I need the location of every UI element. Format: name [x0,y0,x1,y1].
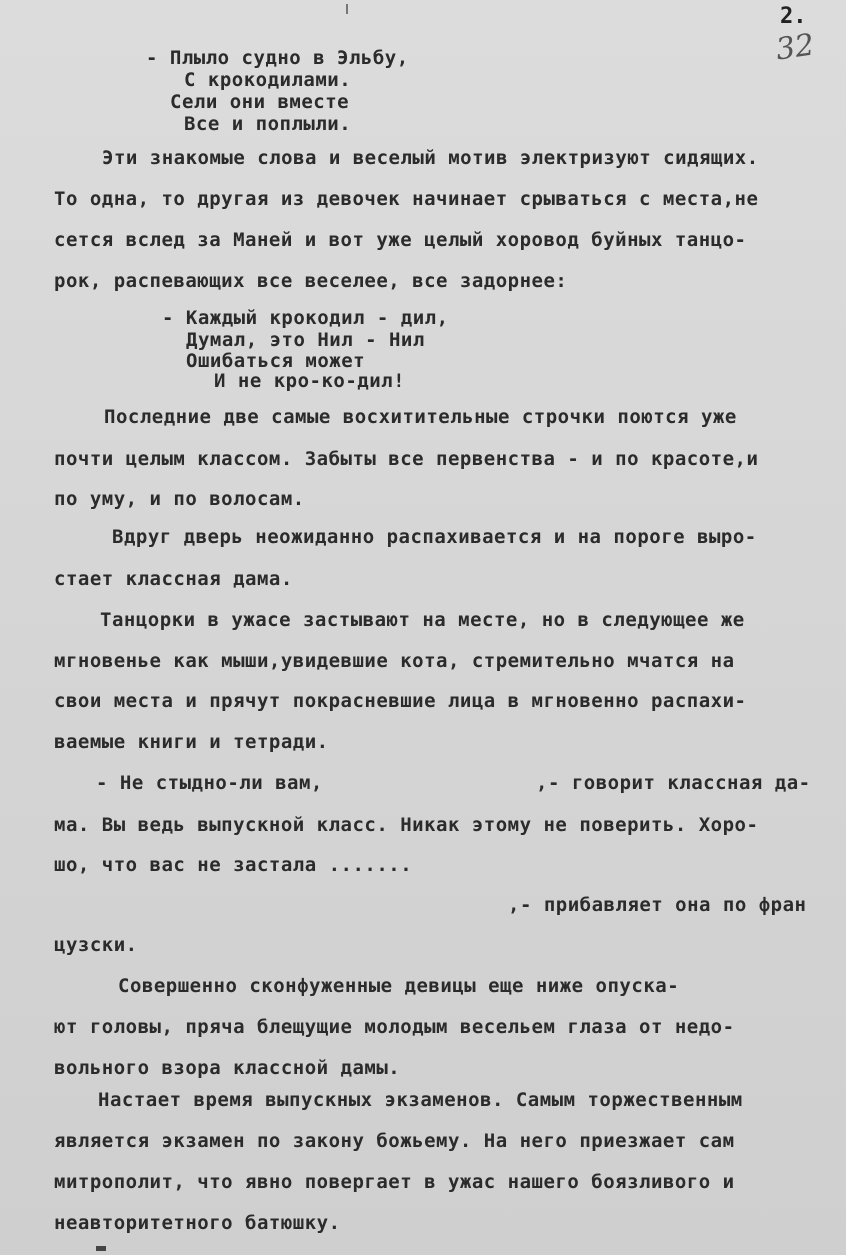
text-line: То одна, то другая из девочек начинает срываться с места,не [54,188,759,210]
text-line: ваемые книги и тетради. [54,731,329,753]
text-line: Эти знакомые слова и веселый мотив электризуют сидящих. [102,147,759,169]
text-line: ма. Вы ведь выпускной класс. Никак этому не поверить. Хоро- [54,814,759,836]
poem-line: Ошибаться может [186,350,366,372]
poem-line: С крокодилами. [184,69,352,91]
poem-line: И не кро-ко-дил! [214,370,406,392]
text-line: сется вслед за Маней и вот уже целый хоровод буйных танцо- [54,229,747,251]
text-line: Последние две самые восхитительные строчки поются уже [104,406,737,428]
text-line: ,- прибавляет она по фран [508,894,807,916]
text-line: рок, распевающих все веселее, все задорнее: [54,270,568,292]
text-line: по уму, и по волосам. [54,488,305,510]
text-line: свои места и прячут покрасневшие лица в мгновенно распахи- [54,690,747,712]
archive-folio-number: 32 [773,27,817,68]
poem-line: Сели они вместе [170,91,350,113]
poem-line: Думал, это Нил - Нил [186,329,425,351]
poem-line: - Плыло судно в Эльбу, [146,47,409,69]
text-line: митрополит, что явно повергает в ужас нашего боязливого и [54,1171,735,1193]
page-number: 2. [780,4,807,29]
text-line: ют головы, пряча блещущие молодым весельем глаза от недо- [54,1016,735,1038]
text-line: Танцорки в ужасе застывают на месте, но в следующее же [100,609,745,631]
text-line: вольного взора классной дамы. [54,1057,401,1079]
text-line: - Не стыдно-ли вам, [96,772,323,794]
text-line: ,- говорит классная да- [536,772,811,794]
punch-mark [346,4,348,14]
text-line: стает классная дама. [54,568,293,590]
text-line: Вдруг дверь неожиданно распахивается и на пороге выро- [112,526,757,548]
text-line: цузски. [54,934,138,956]
text-line: неавторитетного батюшку. [54,1212,341,1234]
ink-mark [96,1246,106,1251]
text-line: Настает время выпускных экзаменов. Самым торжественным [98,1089,743,1111]
text-line: мгновенье как мыши,увидевшие кота, стремительно мчатся на [54,650,735,672]
text-line: является экзамен по закону божьему. На него приезжает сам [54,1130,735,1152]
text-line: шо, что вас не застала ....... [54,854,413,876]
text-line: почти целым классом. Забыты все первенства - и по красоте,и [54,448,759,470]
text-line: Совершенно сконфуженные девицы еще ниже опуска- [118,975,680,997]
poem-line: Все и поплыли. [184,113,352,135]
poem-line: - Каждый крокодил - дил, [162,307,449,329]
